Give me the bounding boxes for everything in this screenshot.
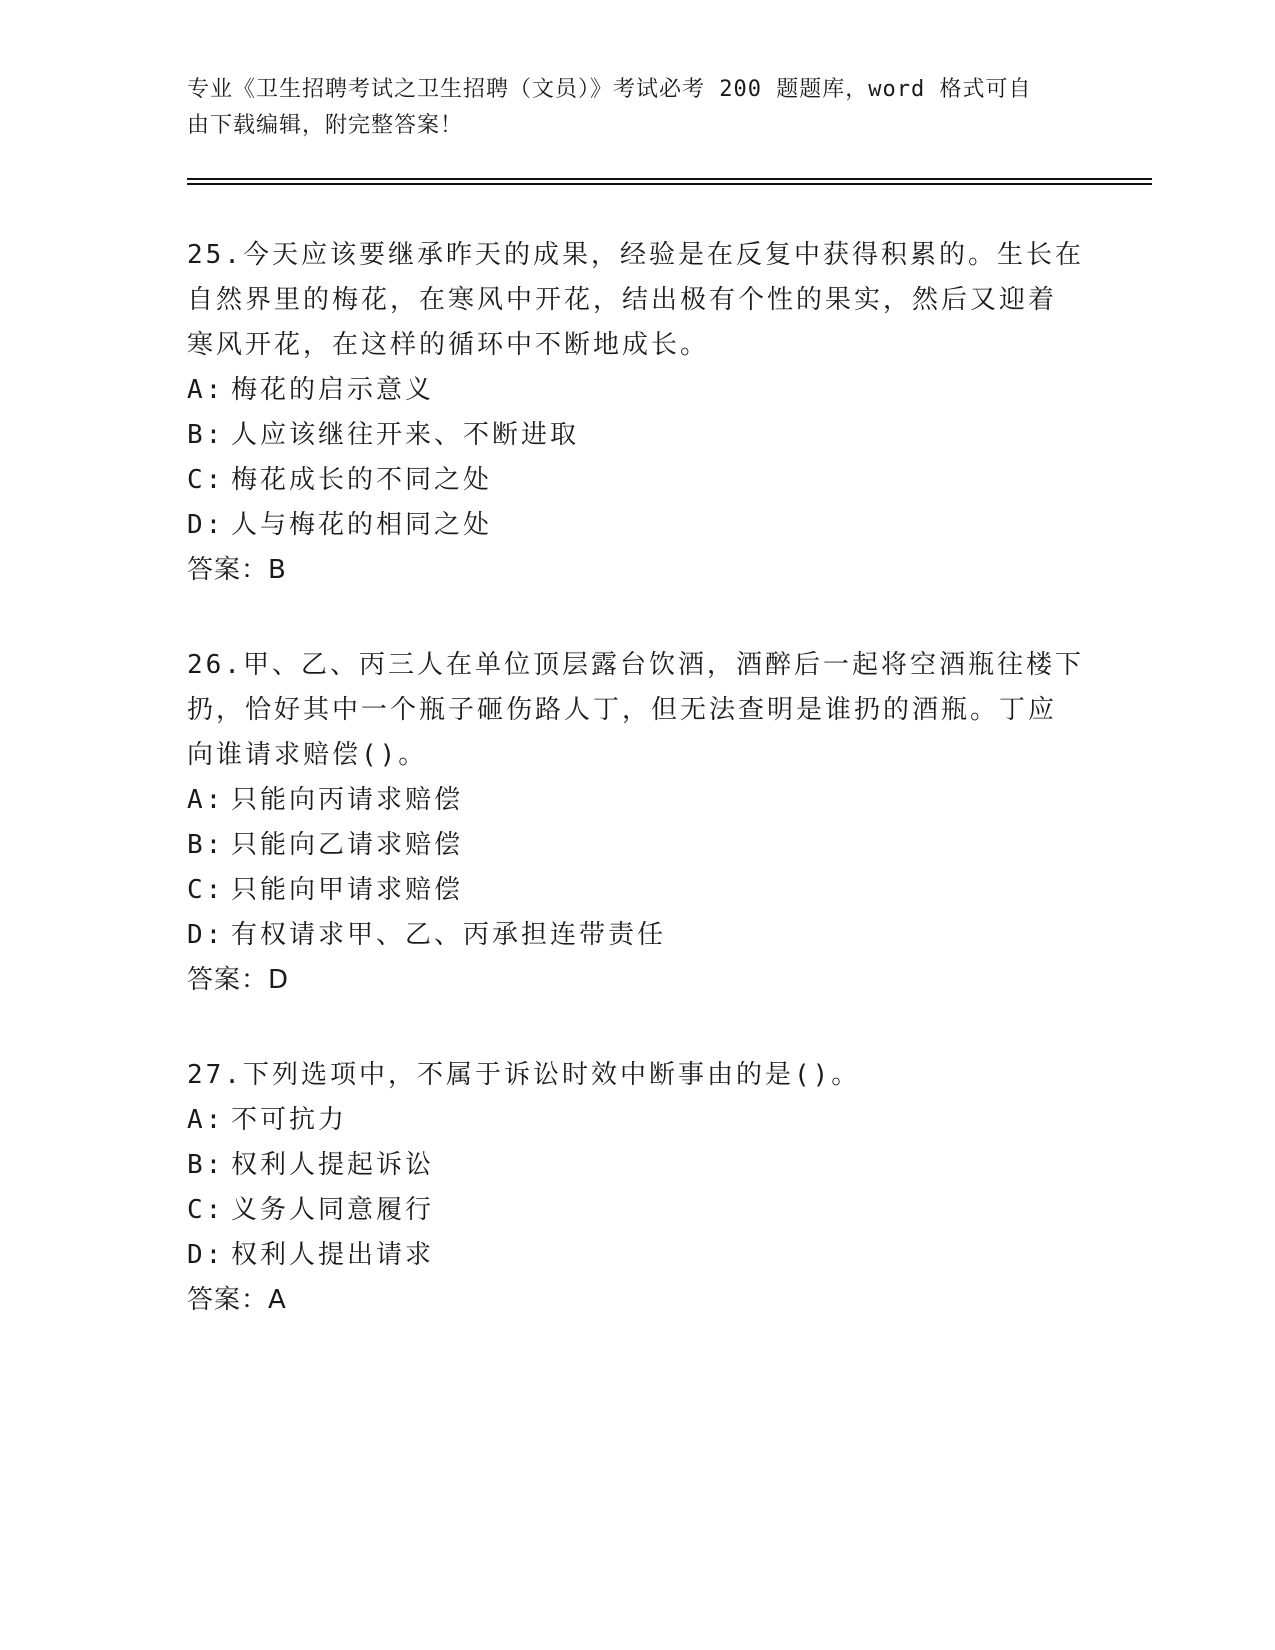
header-divider-bottom: [187, 183, 1152, 185]
option-letter: A:: [187, 1105, 225, 1135]
option-text: 梅花成长的不同之处: [231, 465, 493, 495]
question-25: [187, 233, 1087, 593]
question-stem-line: 寒风开花，在这样的循环中不断地成长。: [187, 330, 710, 360]
option-text: 有权请求甲、乙、丙承担连带责任: [231, 920, 667, 950]
option-c: [187, 458, 1087, 503]
option-letter: B:: [187, 1150, 225, 1180]
option-letter: A:: [187, 785, 225, 815]
option-text: 义务人同意履行: [231, 1195, 435, 1225]
answer-line: 答案：B: [187, 555, 287, 585]
option-letter: C:: [187, 465, 225, 495]
option-letter: A:: [187, 375, 225, 405]
option-d: [187, 503, 1087, 548]
option-a: [187, 368, 1087, 413]
option-letter: D:: [187, 920, 225, 950]
option-b: [187, 1143, 1087, 1188]
answer-line: 答案：A: [187, 1285, 287, 1315]
document-header: [187, 72, 1067, 144]
option-text: 权利人提出请求: [231, 1240, 435, 1270]
option-letter: B:: [187, 420, 225, 450]
option-text: 不可抗力: [231, 1105, 348, 1135]
question-26: [187, 643, 1087, 1003]
option-text: 人与梅花的相同之处: [231, 510, 493, 540]
option-letter: D:: [187, 510, 225, 540]
option-letter: D:: [187, 1240, 225, 1270]
question-stem-line: 27.下列选项中，不属于诉讼时效中断事由的是()。: [187, 1060, 861, 1090]
option-text: 人应该继往开来、不断进取: [231, 420, 580, 450]
option-text: 只能向乙请求赔偿: [231, 830, 464, 860]
question-stem-line: 26.甲、乙、丙三人在单位顶层露台饮酒，酒醉后一起将空酒瓶往楼下: [187, 650, 1084, 680]
answer-line: 答案：D: [187, 965, 290, 995]
option-letter: C:: [187, 1195, 225, 1225]
option-c: [187, 868, 1087, 913]
header-line-2: 由下载编辑，附完整答案！: [187, 113, 464, 138]
option-b: [187, 413, 1087, 458]
question-27: [187, 1053, 1087, 1323]
option-text: 权利人提起诉讼: [231, 1150, 435, 1180]
option-a: [187, 1098, 1087, 1143]
option-d: [187, 1233, 1087, 1278]
option-c: [187, 1188, 1087, 1233]
option-d: [187, 913, 1087, 958]
option-a: [187, 778, 1087, 823]
option-text: 梅花的启示意义: [231, 375, 435, 405]
option-text: 只能向丙请求赔偿: [231, 785, 464, 815]
question-stem-line: 扔，恰好其中一个瓶子砸伤路人丁，但无法查明是谁扔的酒瓶。丁应: [187, 695, 1058, 725]
option-b: [187, 823, 1087, 868]
question-stem-line: 自然界里的梅花，在寒风中开花，结出极有个性的果实，然后又迎着: [187, 285, 1058, 315]
question-stem-line: 向谁请求赔偿()。: [187, 740, 428, 770]
option-letter: B:: [187, 830, 225, 860]
question-stem-line: 25.今天应该要继承昨天的成果，经验是在反复中获得积累的。生长在: [187, 240, 1084, 270]
header-line-1: 专业《卫生招聘考试之卫生招聘（文员）》考试必考 200 题题库，word 格式可自: [187, 77, 1032, 102]
option-letter: C:: [187, 875, 225, 905]
header-divider-top: [187, 178, 1152, 180]
option-text: 只能向甲请求赔偿: [231, 875, 464, 905]
